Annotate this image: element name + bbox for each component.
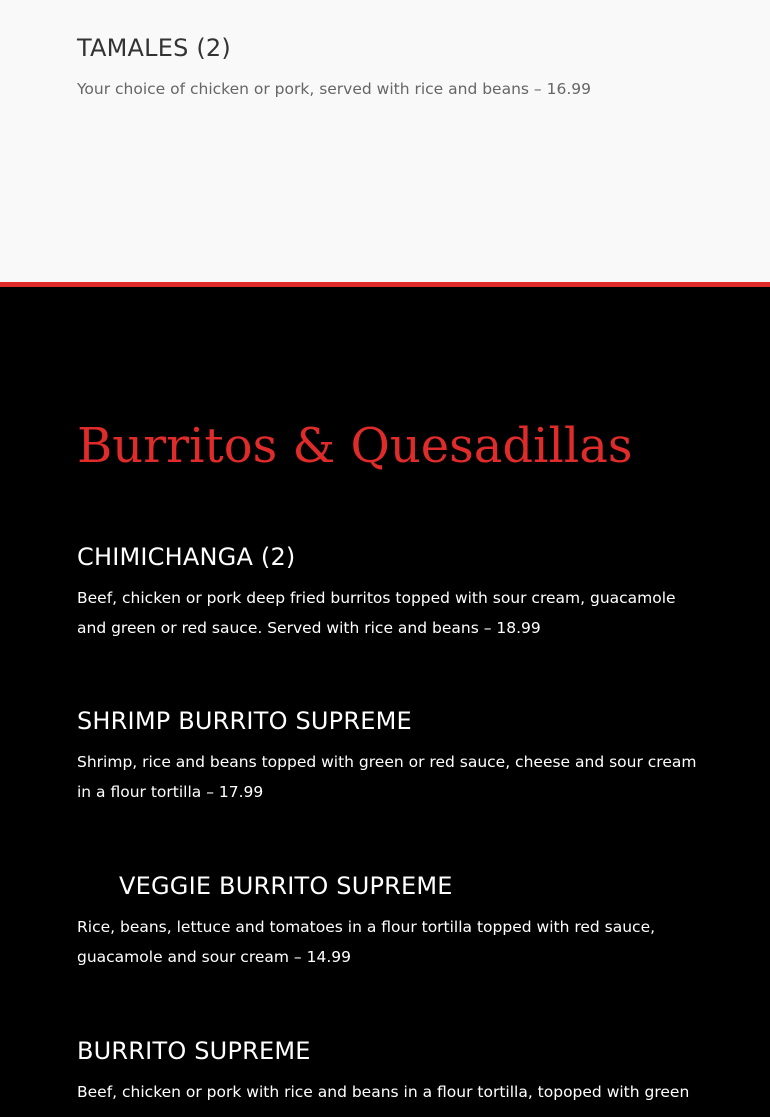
burritos-section-background — [0, 287, 770, 1117]
menu-item-description-tamales: Your choice of chicken or pork, served with rice and beans – 16.99 — [77, 80, 591, 98]
menu-item-title-tamales: TAMALES (2) — [77, 34, 231, 62]
menu-item-title-veggie-burrito-supreme: VEGGIE BURRITO SUPREME — [119, 872, 453, 900]
menu-item-title-chimichanga: CHIMICHANGA (2) — [77, 543, 296, 571]
menu-item-title-burrito-supreme: BURRITO SUPREME — [77, 1037, 311, 1065]
menu-item-description-chimichanga: Beef, chicken or pork deep fried burritos topped with sour cream, guacamole and green or red sauce. Served with rice and beans – 18.99 — [77, 589, 676, 637]
menu-item-description-burrito-supreme: Beef, chicken or pork with rice and beans in a flour tortilla, topoped with green — [77, 1083, 690, 1101]
tamales-section — [0, 0, 770, 282]
menu-item-description-shrimp-burrito-supreme: Shrimp, rice and beans topped with green or red sauce, cheese and sour cream in a flour tortilla – 17.99 — [77, 753, 697, 801]
menu-item-description-veggie-burrito-supreme: Rice, beans, lettuce and tomatoes in a flour tortilla topped with red sauce, guacamole and sour cream – 14.99 — [77, 918, 656, 966]
menu-item-title-shrimp-burrito-supreme: SHRIMP BURRITO SUPREME — [77, 707, 412, 735]
section-heading: Burritos & Quesadillas — [77, 418, 633, 474]
